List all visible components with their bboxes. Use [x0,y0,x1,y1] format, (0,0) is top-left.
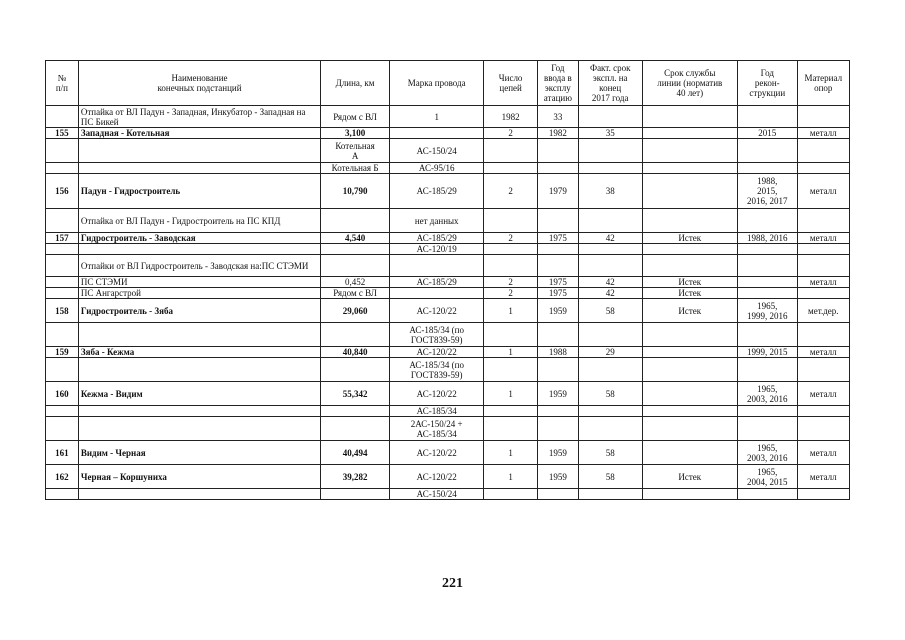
cell-num: 160 [46,382,79,406]
cell-name: Отпайка от ВЛ Падун - Западная, Инкубатор - Западная на ПС Бикей [78,106,320,128]
cell-recon [738,106,798,128]
cell-circuits: 2 [484,288,537,299]
cell-service [642,255,737,277]
cell-length [321,255,390,277]
cell-year [537,417,578,441]
cell-name [78,406,320,417]
header-length: Длина, км [321,61,390,106]
cell-year [537,323,578,347]
cell-length [321,358,390,382]
cell-fact [578,244,642,255]
cell-circuits [484,139,537,163]
cell-year: 1988 [537,347,578,358]
cell-name [78,139,320,163]
cell-wire: АС-185/34 (по ГОСТ839-59) [389,323,483,347]
cell-recon [738,489,798,500]
cell-name [78,163,320,174]
cell-name [78,489,320,500]
cell-material [797,163,849,174]
cell-fact [578,209,642,233]
cell-num [46,277,79,288]
cell-circuits: 2 [484,277,537,288]
cell-wire: АС-185/34 (по ГОСТ839-59) [389,358,483,382]
cell-service [642,406,737,417]
cell-length: 4,540 [321,233,390,244]
cell-name: ПС Ангарстрой [78,288,320,299]
cell-fact: 42 [578,233,642,244]
cell-recon: 1965, 1999, 2016 [738,299,798,323]
header-fact: Факт. срок экспл. на конец 2017 года [578,61,642,106]
table-row [46,244,850,255]
cell-length [321,489,390,500]
cell-year [537,489,578,500]
cell-recon: 1965, 2003, 2016 [738,441,798,465]
cell-material [797,209,849,233]
cell-year: 1975 [537,277,578,288]
table-row [46,106,850,128]
cell-material: мет.дер. [797,299,849,323]
cell-recon: 1965, 2003, 2016 [738,382,798,406]
table-row [46,489,850,500]
cell-wire: АС-185/29 [389,233,483,244]
cell-service: Истек [642,288,737,299]
cell-wire [389,288,483,299]
table-row [46,358,850,382]
cell-material [797,489,849,500]
cell-service [642,489,737,500]
cell-year: 1982 [537,128,578,139]
table-row [46,406,850,417]
table-row [46,255,850,277]
table-row [46,128,850,139]
cell-recon: 1999, 2015 [738,347,798,358]
cell-wire: АС-150/24 [389,139,483,163]
cell-circuits [484,406,537,417]
cell-length [321,323,390,347]
cell-material [797,288,849,299]
cell-length [321,209,390,233]
cell-num [46,489,79,500]
cell-wire: АС-185/29 [389,277,483,288]
cell-year: 1959 [537,382,578,406]
table-row [46,299,850,323]
cell-circuits: 1 [484,465,537,489]
cell-name: Черная – Коршуниха [78,465,320,489]
cell-wire: АС-120/22 [389,382,483,406]
cell-num: 155 [46,128,79,139]
cell-fact: 38 [578,174,642,209]
table-row [46,209,850,233]
cell-wire: АС-185/34 [389,406,483,417]
header-circuits: Число цепей [484,61,537,106]
cell-num [46,358,79,382]
cell-year [537,358,578,382]
table-header-row [46,61,850,106]
cell-material: металл [797,174,849,209]
cell-length [321,244,390,255]
table-row [46,288,850,299]
cell-fact: 35 [578,128,642,139]
cell-fact: 58 [578,299,642,323]
cell-fact [578,323,642,347]
table-row [46,465,850,489]
cell-num: 156 [46,174,79,209]
cell-recon [738,288,798,299]
cell-recon [738,417,798,441]
cell-fact [578,255,642,277]
cell-wire: 1 [389,106,483,128]
cell-year: 1975 [537,233,578,244]
cell-service: Истек [642,299,737,323]
cell-material: металл [797,233,849,244]
cell-fact: 42 [578,288,642,299]
cell-fact: 58 [578,441,642,465]
cell-year [537,163,578,174]
cell-recon [738,358,798,382]
cell-recon [738,323,798,347]
cell-service [642,347,737,358]
cell-year: 33 [537,106,578,128]
cell-wire: АС-150/24 [389,489,483,500]
table-row [46,323,850,347]
cell-wire [389,128,483,139]
table-row [46,417,850,441]
cell-wire: АС-185/29 [389,174,483,209]
cell-length: Котельная Б [321,163,390,174]
cell-service [642,382,737,406]
cell-material: металл [797,441,849,465]
cell-year: 1959 [537,465,578,489]
cell-wire: АС-120/22 [389,347,483,358]
cell-circuits: 2 [484,128,537,139]
cell-material [797,244,849,255]
cell-circuits: 1 [484,441,537,465]
cell-length: 39,282 [321,465,390,489]
cell-name [78,323,320,347]
cell-wire [389,255,483,277]
cell-num [46,323,79,347]
cell-year [537,255,578,277]
cell-fact [578,358,642,382]
cell-name: Зяба - Кежма [78,347,320,358]
cell-length: 3,100 [321,128,390,139]
cell-service: Истек [642,277,737,288]
cell-num [46,106,79,128]
cell-circuits: 1982 [484,106,537,128]
cell-recon [738,406,798,417]
table-body [46,106,850,500]
cell-length: 29,060 [321,299,390,323]
header-name: Наименование конечных подстанций [78,61,320,106]
header-service: Срок службы линии (норматив 40 лет) [642,61,737,106]
cell-material: металл [797,382,849,406]
cell-fact [578,139,642,163]
table-row [46,174,850,209]
cell-length [321,417,390,441]
cell-length: 55,342 [321,382,390,406]
cell-wire: АС-120/22 [389,299,483,323]
cell-material: металл [797,465,849,489]
cell-recon [738,255,798,277]
cell-recon: 1988, 2016 [738,233,798,244]
cell-service [642,174,737,209]
cell-service [642,441,737,465]
cell-fact: 58 [578,465,642,489]
cell-material [797,139,849,163]
cell-circuits [484,163,537,174]
cell-recon [738,139,798,163]
cell-material: металл [797,347,849,358]
table-row [46,347,850,358]
cell-fact: 29 [578,347,642,358]
cell-year: 1975 [537,288,578,299]
cell-service: Истек [642,465,737,489]
cell-circuits [484,358,537,382]
cell-num [46,139,79,163]
cell-name: Падун - Гидростроитель [78,174,320,209]
cell-year: 1979 [537,174,578,209]
cell-material: металл [797,277,849,288]
cell-wire: АС-120/22 [389,441,483,465]
cell-length: Котельная А [321,139,390,163]
cell-name: Западная - Котельная [78,128,320,139]
cell-recon: 1988, 2015, 2016, 2017 [738,174,798,209]
cell-service [642,128,737,139]
cell-fact: 42 [578,277,642,288]
cell-num: 159 [46,347,79,358]
cell-name: Гидростроитель - Зяба [78,299,320,323]
table-row [46,233,850,244]
cell-fact [578,106,642,128]
cell-service [642,163,737,174]
cell-num [46,417,79,441]
cell-fact [578,406,642,417]
cell-recon [738,209,798,233]
table-row [46,277,850,288]
cell-service [642,244,737,255]
header-num: № п/п [46,61,79,106]
cell-year: 1959 [537,299,578,323]
cell-name: ПС СТЭМИ [78,277,320,288]
cell-name: Видим - Черная [78,441,320,465]
cell-circuits: 1 [484,347,537,358]
table-row [46,382,850,406]
cell-recon [738,277,798,288]
cell-wire: нет данных [389,209,483,233]
cell-circuits [484,489,537,500]
cell-material [797,323,849,347]
header-year: Год ввода в эксплу атацию [537,61,578,106]
cell-circuits [484,244,537,255]
cell-material [797,417,849,441]
cell-circuits [484,209,537,233]
cell-length: Рядом с ВЛ [321,288,390,299]
cell-circuits: 1 [484,382,537,406]
table-row [46,441,850,465]
cell-num: 162 [46,465,79,489]
cell-fact [578,489,642,500]
cell-service: Истек [642,233,737,244]
cell-recon: 1965, 2004, 2015 [738,465,798,489]
cell-material [797,406,849,417]
cell-wire: АС-95/16 [389,163,483,174]
cell-recon: 2015 [738,128,798,139]
cell-wire: АС-120/19 [389,244,483,255]
cell-circuits [484,417,537,441]
cell-service [642,323,737,347]
cell-material [797,358,849,382]
cell-material [797,255,849,277]
table-row [46,139,850,163]
cell-length: Рядом с ВЛ [321,106,390,128]
cell-circuits: 1 [484,299,537,323]
cell-circuits: 2 [484,174,537,209]
page-number: 221 [442,576,463,591]
data-table [45,60,850,500]
table-row [46,163,850,174]
cell-circuits [484,255,537,277]
header-wire: Марка провода [389,61,483,106]
cell-service [642,358,737,382]
cell-length [321,406,390,417]
cell-length: 40,494 [321,441,390,465]
cell-num [46,255,79,277]
cell-num [46,244,79,255]
cell-year [537,209,578,233]
cell-name [78,417,320,441]
header-recon: Год рекон- струкции [738,61,798,106]
cell-num: 158 [46,299,79,323]
cell-name [78,358,320,382]
cell-material: металл [797,128,849,139]
cell-num [46,163,79,174]
cell-circuits: 2 [484,233,537,244]
cell-service [642,417,737,441]
cell-recon [738,163,798,174]
cell-wire: АС-120/22 [389,465,483,489]
cell-circuits [484,323,537,347]
cell-fact [578,163,642,174]
cell-fact [578,417,642,441]
cell-year [537,139,578,163]
cell-num [46,209,79,233]
cell-name [78,244,320,255]
cell-name: Кежма - Видим [78,382,320,406]
cell-material [797,106,849,128]
cell-num [46,288,79,299]
cell-length: 0,452 [321,277,390,288]
cell-num: 161 [46,441,79,465]
cell-year [537,244,578,255]
cell-recon [738,244,798,255]
cell-wire: 2АС-150/24 + АС-185/34 [389,417,483,441]
cell-num: 157 [46,233,79,244]
header-material: Материал опор [797,61,849,106]
cell-service [642,209,737,233]
cell-service [642,139,737,163]
cell-fact: 58 [578,382,642,406]
cell-name: Гидростроитель - Заводская [78,233,320,244]
cell-length: 10,790 [321,174,390,209]
cell-year [537,406,578,417]
cell-name: Отпайки от ВЛ Гидростроитель - Заводская на:ПС СТЭМИ [78,255,320,277]
cell-year: 1959 [537,441,578,465]
cell-length: 40,840 [321,347,390,358]
cell-num [46,406,79,417]
cell-service [642,106,737,128]
cell-name: Отпайка от ВЛ Падун - Гидростроитель на ПС КПД [78,209,320,233]
